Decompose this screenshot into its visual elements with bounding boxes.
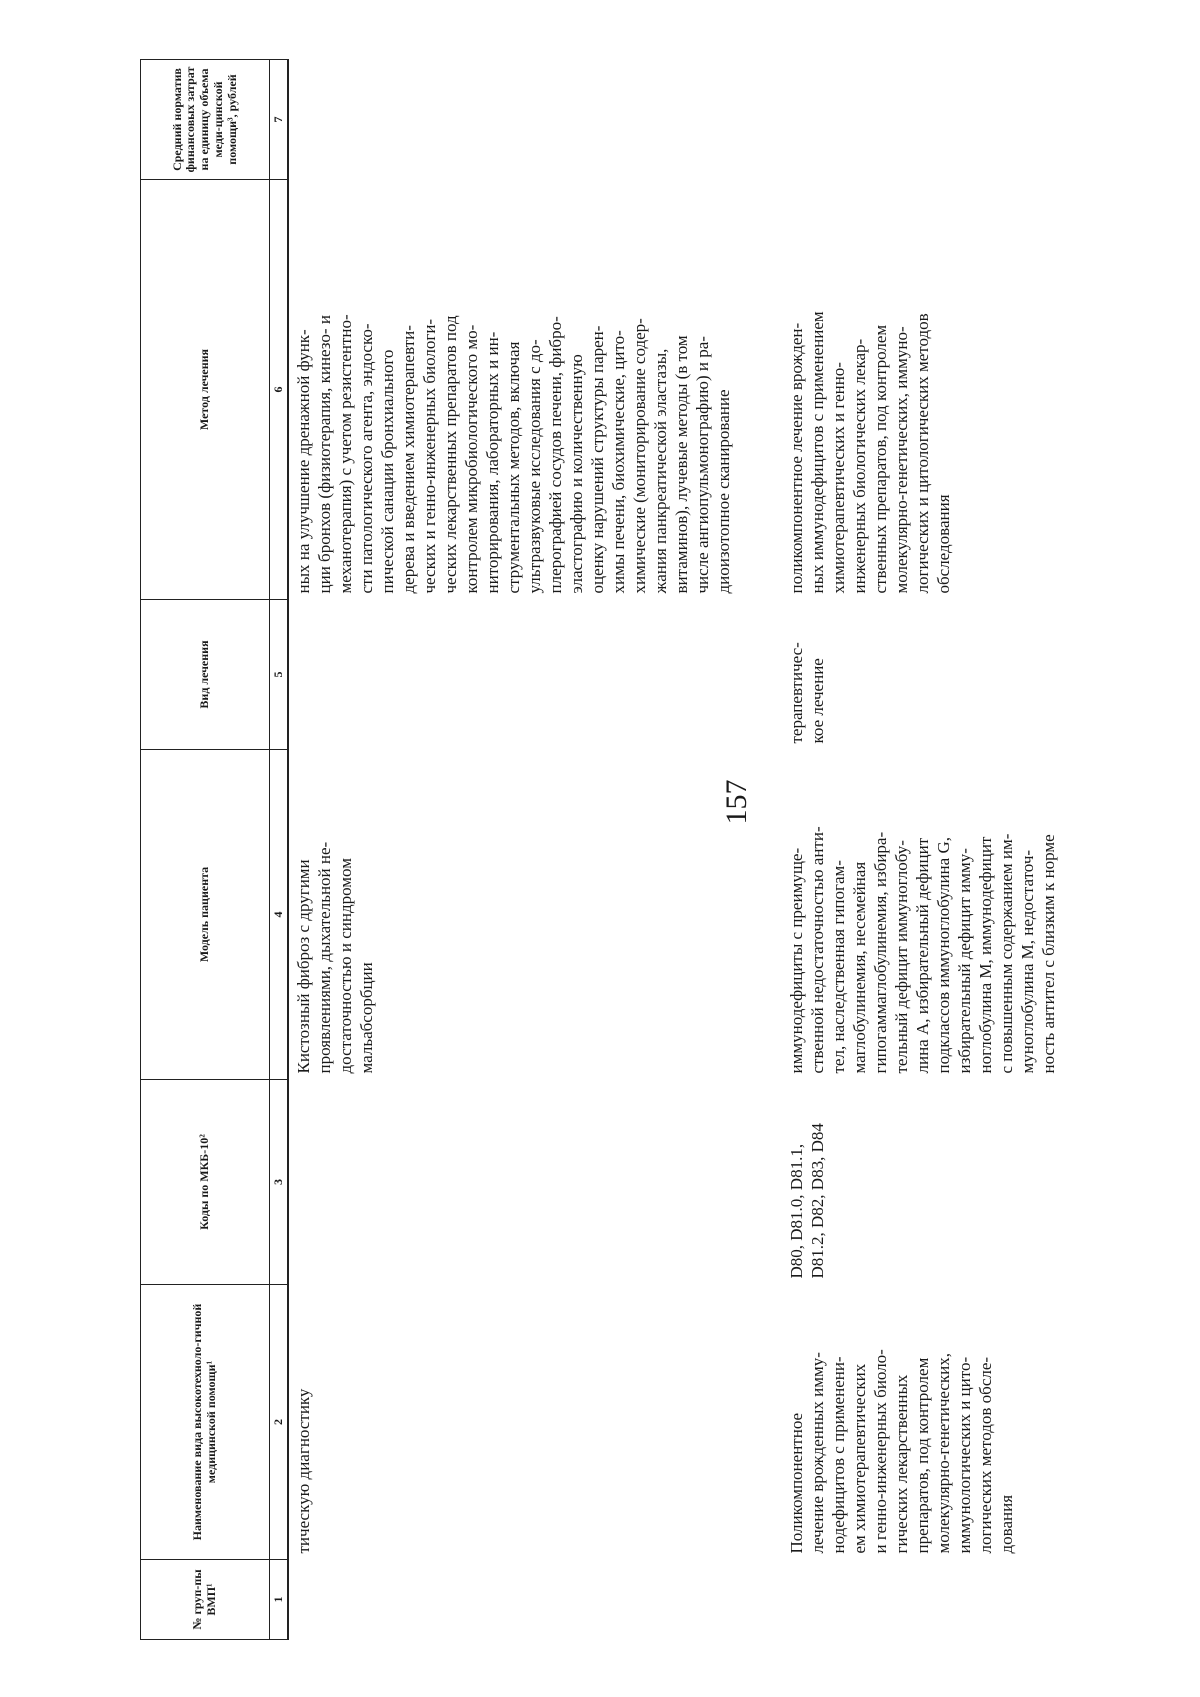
cell-model: Кистозный фиброз с другими проявлениями, дыхательной не- достаточностью и синдромом мальабсорбции — [294, 841, 376, 1074]
header-group-number: № груп-пы ВМП¹ — [141, 1560, 270, 1640]
header-average-cost: Средний норматив финансовых затрат на единицу объема меди-цинской помощи³, рублей — [141, 60, 270, 180]
header-treatment-method: Метод лечения — [141, 180, 270, 600]
cell-method: поликомпонентное лечение врожден- ных иммунодефицитов с применением химиотерапевтических и генно- инженерных биологических лекар- ственных препаратов, под контролем молекулярно-генетических, иммуно- логических и цитологических методов обследования — [787, 311, 953, 594]
cell-cost — [288, 60, 738, 180]
header-patient-model: Модель пациента — [141, 750, 270, 1080]
cell-method: ных на улучшение дренажной функ- ции бронхов (физиотерапия, кинезо- и механотерапия) с учетом резистентно- сти патологического агента, эндоско- пической санации бронхиального дерева и введением химиотерапевти- ческих и генно-инженерных биологи- ческих лекарственных препаратов под контролем микробиологического мо- ниторирования, лабораторных и ин- струментальных методов, включая ультразвуковые исследования с до- плерографией сосудов печени, фибро- эластографию и количественную оценку нарушений структуры парен- химы печени, биохимические, цито- химические (мониторирование содер- жания панкреатической эластазы, витаминов), лучевые методы (в том числе ангиопульмонографию) и ра- диоизотопное сканирование — [294, 314, 733, 594]
table-row — [288, 60, 738, 1640]
cell-name: Поликомпонентное лечение врожденных имму- нодефицитов с применени- ем химиотерапевтических и генно-инженерных биоло- гических лекарственных препаратов, под контролем молекулярно-генетических, иммунологических и цито- логических методов обсле- дования — [787, 1349, 1016, 1554]
header-vmp-name: Наименование вида высокотехноло-гичной медицинской помощи¹ — [141, 1285, 270, 1560]
column-number: 7 — [270, 60, 289, 180]
column-number: 4 — [270, 750, 289, 1080]
cell-model: иммунодефициты с преимуще- ственной недостаточностью анти- тел, наследственная гипогам- маглобулинемия, несемейная гипогаммаглобулинемия, избира- тельный дефицит иммуноглобу- лина А, избирательный дефицит подклассов иммуноглобулина G, избирательный дефицит имму- ноглобулина М, иммунодефицит с повышенным содержанием им- муноглобулина М, недостаточ- ность антител с близким к норме — [787, 826, 1058, 1074]
column-number-row — [270, 60, 289, 1640]
page-number: 157 — [720, 779, 753, 825]
rotated-table-container — [140, 60, 1200, 1640]
vmp-table — [140, 59, 1063, 1640]
header-row — [141, 60, 270, 1640]
cell-type: терапевтичес- кое лечение — [787, 642, 827, 744]
column-number: 3 — [270, 1080, 289, 1285]
cell-codes — [288, 1080, 738, 1285]
column-number: 1 — [270, 1560, 289, 1640]
column-number: 6 — [270, 180, 289, 600]
cell-group — [288, 1560, 738, 1640]
cell-codes: D80, D81.0, D81.1, D81.2, D82, D83, D84 — [787, 1123, 827, 1279]
header-icd-codes: Коды по МКБ-10² — [141, 1080, 270, 1285]
cell-name: тическую диагностику — [294, 1388, 313, 1554]
cell-type — [288, 600, 738, 750]
cell-cost — [738, 60, 1063, 180]
column-number: 5 — [270, 600, 289, 750]
table-row — [738, 60, 1063, 1640]
column-number: 2 — [270, 1285, 289, 1560]
cell-group — [738, 1560, 1063, 1640]
header-treatment-type: Вид лечения — [141, 600, 270, 750]
